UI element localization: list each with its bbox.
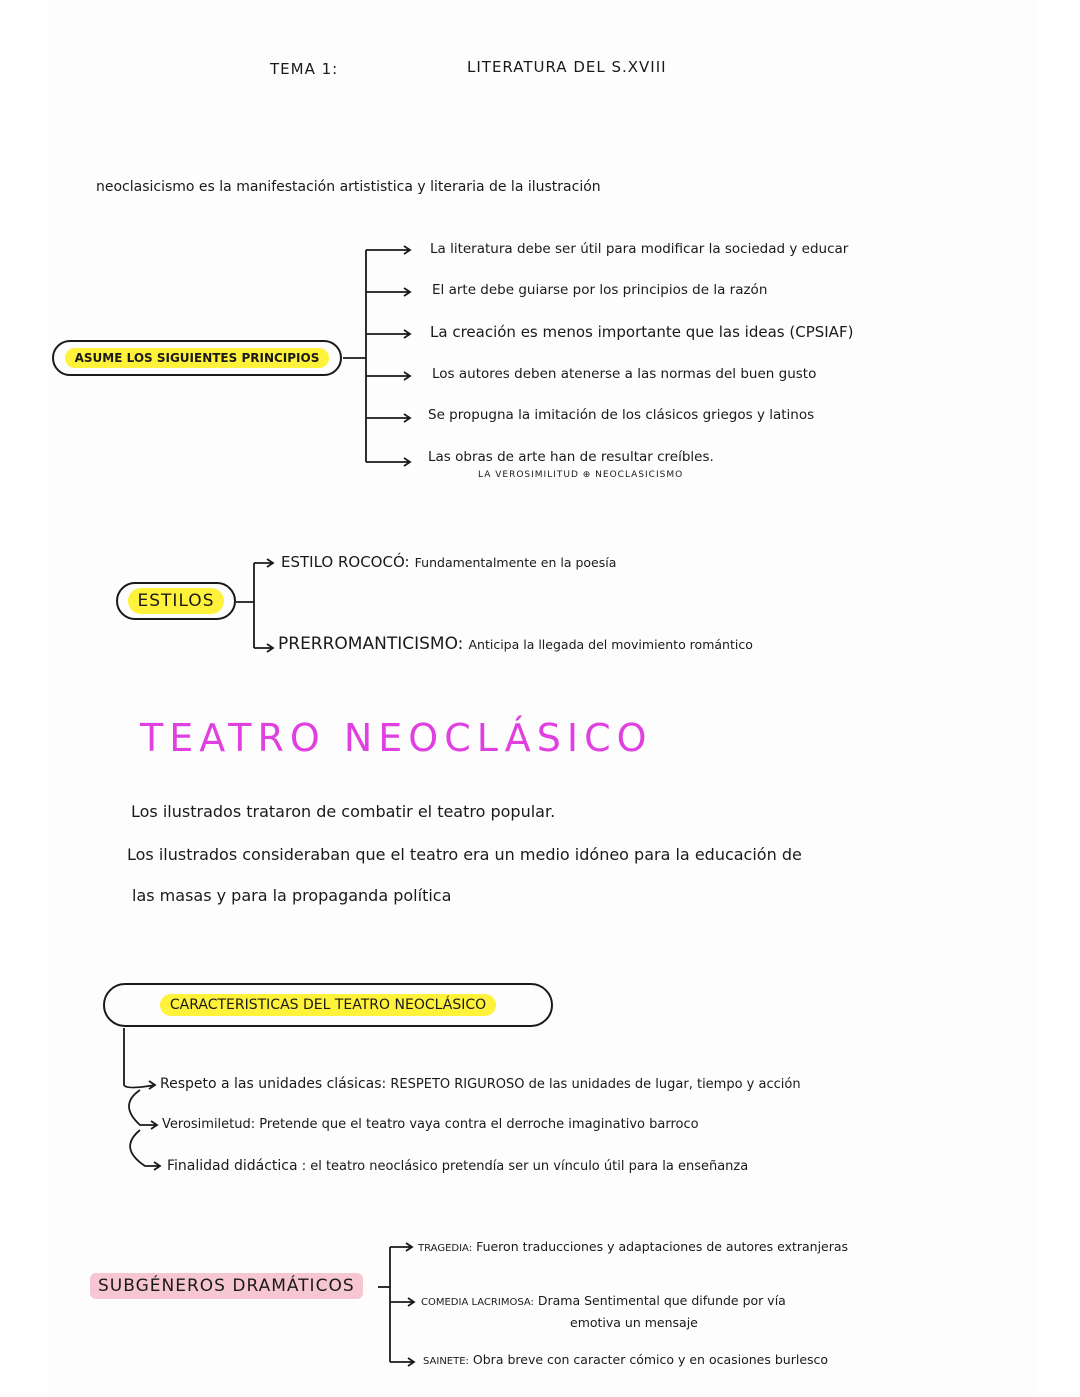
subgenero-name: COMEDIA LACRIMOSA: <box>421 1297 534 1308</box>
principio-item: La creación es menos importante que las ideas (CPSIAF) <box>430 323 854 341</box>
teatro-paragraph: Los ilustrados trataron de combatir el teatro popular. <box>131 802 556 821</box>
principio-item: La literatura debe ser útil para modificar la sociedad y educar <box>430 241 849 257</box>
estilo-rococo <box>281 552 616 571</box>
caracteristica-item <box>160 1076 801 1092</box>
subgenero-desc: Fueron traducciones y adaptaciones de autores extranjeras <box>476 1239 849 1254</box>
verosimilitud-note: LA VEROSIMILITUD ⊕ NEOCLASICISMO <box>478 470 684 480</box>
intro-definition: neoclasicismo es la manifestación artististica y literaria de la ilustración <box>96 179 601 195</box>
estilo-desc: Fundamentalmente en la poesía <box>414 555 617 570</box>
subgenero-name: TRAGEDIA: <box>418 1243 473 1254</box>
principio-item: Los autores deben atenerse a las normas del buen gusto <box>432 366 817 382</box>
teatro-paragraph: las masas y para la propaganda política <box>132 886 452 905</box>
principio-item: Las obras de arte han de resultar creíbles. <box>428 449 714 465</box>
subgeneros-label: SUBGÉNEROS DRAMÁTICOS <box>90 1273 363 1299</box>
subgenero-item <box>423 1352 828 1367</box>
principios-label-box <box>52 340 342 376</box>
subgenero-desc: Drama Sentimental que difunde por vía <box>537 1293 786 1308</box>
estilos-label: ESTILOS <box>128 588 225 614</box>
caracteristica-desc: RESPETO RIGUROSO de las unidades de lugar, tiempo y acción <box>390 1077 801 1092</box>
subgenero-name: SAINETE: <box>423 1356 469 1367</box>
estilo-prerromanticismo <box>278 634 753 654</box>
estilo-name: PRERROMANTICISMO: <box>278 634 464 654</box>
estilos-label-box <box>116 582 236 620</box>
caracteristicas-label-box <box>103 983 553 1027</box>
caracteristica-item <box>162 1117 699 1132</box>
caracteristica-desc: Pretende que el teatro vaya contra el derroche imaginativo barroco <box>259 1117 699 1132</box>
page-title: LITERATURA DEL S.XVIII <box>467 58 667 76</box>
principio-item: El arte debe guiarse por los principios de la razón <box>432 282 768 298</box>
caracteristica-name: Finalidad didáctica <box>167 1158 298 1174</box>
subgenero-desc: Obra breve con caracter cómico y en ocasiones burlesco <box>472 1352 829 1367</box>
principio-item: Se propugna la imitación de los clásicos griegos y latinos <box>428 407 815 423</box>
teatro-paragraph: Los ilustrados consideraban que el teatro era un medio idóneo para la educación de <box>127 845 802 864</box>
caracteristica-item <box>167 1158 748 1174</box>
principios-label: ASUME LOS SIGUIENTES PRINCIPIOS <box>65 348 330 368</box>
estilo-name: ESTILO ROCOCÓ: <box>281 553 410 571</box>
estilo-desc: Anticipa la llegada del movimiento romántico <box>468 637 753 652</box>
caracteristica-name: Verosimiletud: <box>162 1117 256 1132</box>
caracteristica-name: Respeto a las unidades clásicas: <box>160 1076 387 1092</box>
section-title-teatro: TEATRO NEOCLÁSICO <box>140 716 653 760</box>
caracteristicas-label: CARACTERISTICAS DEL TEATRO NEOCLÁSICO <box>160 994 496 1016</box>
subgenero-item <box>421 1293 786 1308</box>
subgenero-item <box>418 1239 848 1254</box>
subgenero-desc-continued: emotiva un mensaje <box>570 1315 698 1330</box>
caracteristica-desc: : el teatro neoclásico pretendía ser un vínculo útil para la enseñanza <box>301 1159 749 1174</box>
topic-number: TEMA 1: <box>270 60 339 78</box>
